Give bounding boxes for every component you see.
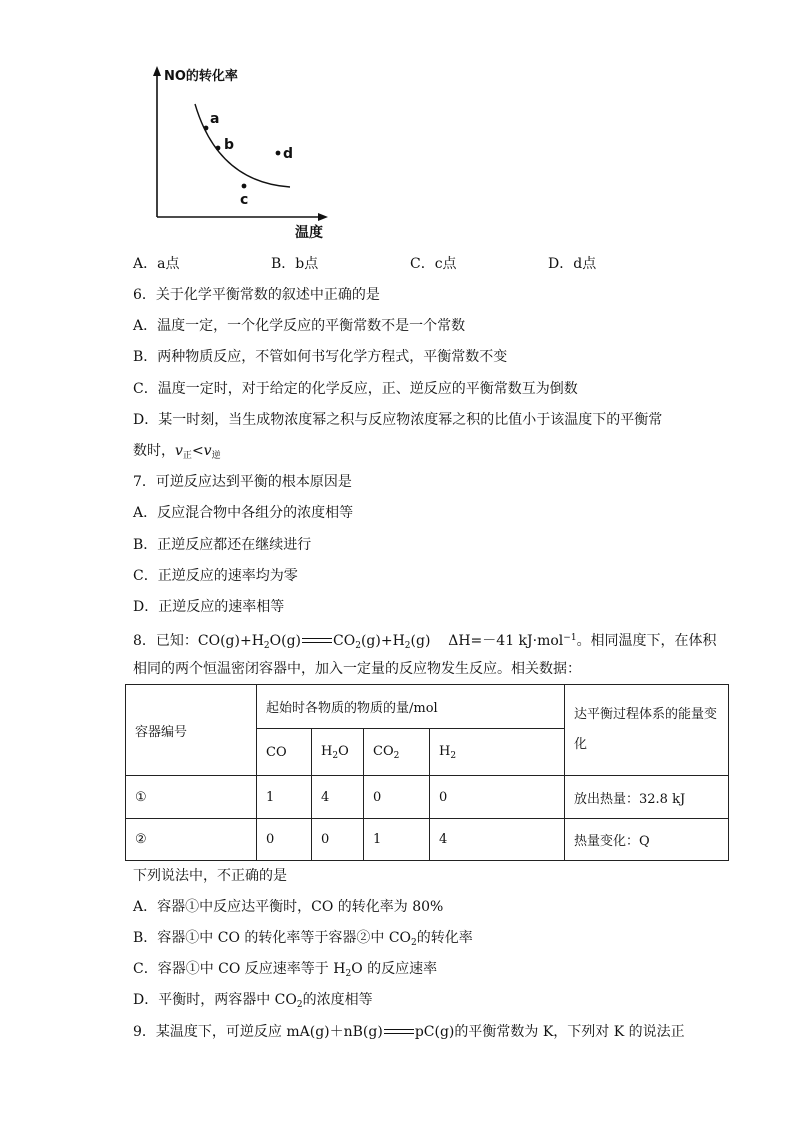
q8-option-c[interactable] [133,959,437,984]
data-table [125,684,729,861]
equilibrium-arrow-icon [302,637,332,645]
text: 的转化率 [416,930,473,946]
v-symbol: v [203,443,212,459]
q9-stem [133,1022,685,1042]
option-letter: C． [410,256,435,272]
text: 的浓度相等 [302,992,373,1008]
q7-option-b[interactable]: B．正逆反应都还在继续进行 [133,537,312,553]
q7-option-a[interactable]: A．反应混合物中各组分的浓度相等 [133,505,354,521]
text: D．平衡时，两容器中 CO [133,992,297,1008]
option-letter: D． [548,256,574,272]
q5-option-c[interactable] [410,254,457,274]
col-h2o [312,729,364,776]
less-than: < [191,443,204,459]
option-letter: B． [271,256,296,272]
point-c [242,184,247,189]
cell-id: ② [126,819,257,861]
subscript: 2 [450,750,457,761]
point-d-label: d [283,146,294,162]
text: O(g) [269,633,302,649]
v-symbol: v [175,443,183,459]
cell-h2o: 4 [312,776,364,819]
q6-stem: 6．关于化学平衡常数的叙述中正确的是 [133,287,380,303]
option-letter: A． [133,256,158,272]
col-h2 [430,729,565,776]
q8-stem [133,628,717,656]
point-b-label: b [224,137,235,153]
cell-h2: 0 [430,776,565,819]
q6-option-d[interactable]: D．某一时刻，当生成物浓度幂之积与反应物浓度幂之积的比值小于该温度下的平衡常 [133,412,663,428]
text: pC(g)的平衡常数为 K，下列对 K 的说法正 [414,1024,685,1040]
x-axis-label: 温度 [295,225,323,241]
option-text: a点 [157,256,180,272]
option-text: b点 [295,256,319,272]
cell-energy: 热量变化：Q [565,819,729,861]
superscript: −1 [563,633,577,643]
subscript: 逆 [211,451,221,461]
option-text: c点 [434,256,457,272]
text: 数时， [133,443,175,459]
text: C．容器①中 CO 反应速率等于 H [133,961,346,977]
header-initial-amount: 起始时各物质的物质的量/mol [257,685,565,729]
q6-option-c[interactable]: C．温度一定时，对于给定的化学反应，正、逆反应的平衡常数互为倒数 [133,381,578,397]
q5-option-d[interactable] [548,254,596,274]
cell-energy: 放出热量：32.8 kJ [565,776,729,819]
table-row [126,819,729,861]
table-row [126,776,729,819]
text: (g) [410,633,431,649]
x-axis-arrow [318,213,328,221]
text: H [439,743,451,759]
header-container: 容器编号 [126,685,257,776]
subscript: 正 [182,451,192,461]
q7-option-d[interactable]: D．正逆反应的速率相等 [133,599,285,615]
text: O [338,743,349,759]
q5-option-b[interactable] [271,254,318,274]
q8-question: 下列说法中，不正确的是 [133,868,287,884]
point-c-label: c [240,192,249,208]
header-energy: 达平衡过程体系的能量变化 [565,685,729,776]
text: CO [333,633,356,649]
col-co2 [364,729,430,776]
subscript: 2 [404,641,411,651]
subscript: 2 [345,969,352,979]
point-d [276,151,281,156]
text: 。相同温度下，在体积 [576,633,717,649]
y-axis-label: NO的转化率 [164,69,238,84]
q8-option-a[interactable]: A．容器①中反应达平衡时，CO 的转化率为 80% [133,899,444,915]
subscript: 2 [296,1000,303,1010]
text: O 的反应速率 [351,961,438,977]
subscript: 2 [393,750,400,761]
q6-option-b[interactable]: B．两种物质反应，不管如何书写化学方程式，平衡常数不变 [133,349,508,365]
q5-option-a[interactable] [133,254,179,274]
text: 9．某温度下，可逆反应 mA(g)＋nB(g) [133,1024,383,1040]
cell-id: ① [126,776,257,819]
point-b [216,146,221,151]
q6-option-a[interactable]: A．温度一定，一个化学反应的平衡常数不是一个常数 [133,318,466,334]
point-a [204,126,209,131]
subscript: 2 [411,938,417,948]
q8-option-b[interactable] [133,928,473,953]
option-text: d点 [573,256,597,272]
cell-co2: 1 [364,819,430,861]
text: CO [373,743,394,759]
y-axis-arrow [153,66,161,76]
text: B．容器①中 CO 的转化率等于容器②中 CO [133,930,412,946]
text: ΔH=－41 kJ·mol [448,633,564,649]
subscript: 2 [355,641,361,651]
text: 8．已知：CO(g)+H [133,633,264,649]
cell-co2: 0 [364,776,430,819]
equilibrium-arrow-icon [384,1028,414,1036]
conversion-temperature-chart [140,62,340,242]
col-co: CO [257,729,312,776]
cell-co: 0 [257,819,312,861]
text: H [321,743,333,759]
q7-stem: 7．可逆反应达到平衡的根本原因是 [133,474,352,490]
cell-h2: 4 [430,819,565,861]
q8-option-d[interactable] [133,990,373,1015]
cell-co: 1 [257,776,312,819]
subscript: 2 [332,750,339,761]
cell-h2o: 0 [312,819,364,861]
text: (g)+H [360,633,405,649]
q8-stem-continued: 相同的两个恒温密闭容器中，加入一定量的反应物发生反应。相关数据： [133,661,581,677]
q6-option-d-continued [133,441,221,466]
subscript: 2 [263,641,270,651]
point-a-label: a [210,111,220,127]
q7-option-c[interactable]: C．正逆反应的速率均为零 [133,568,298,584]
